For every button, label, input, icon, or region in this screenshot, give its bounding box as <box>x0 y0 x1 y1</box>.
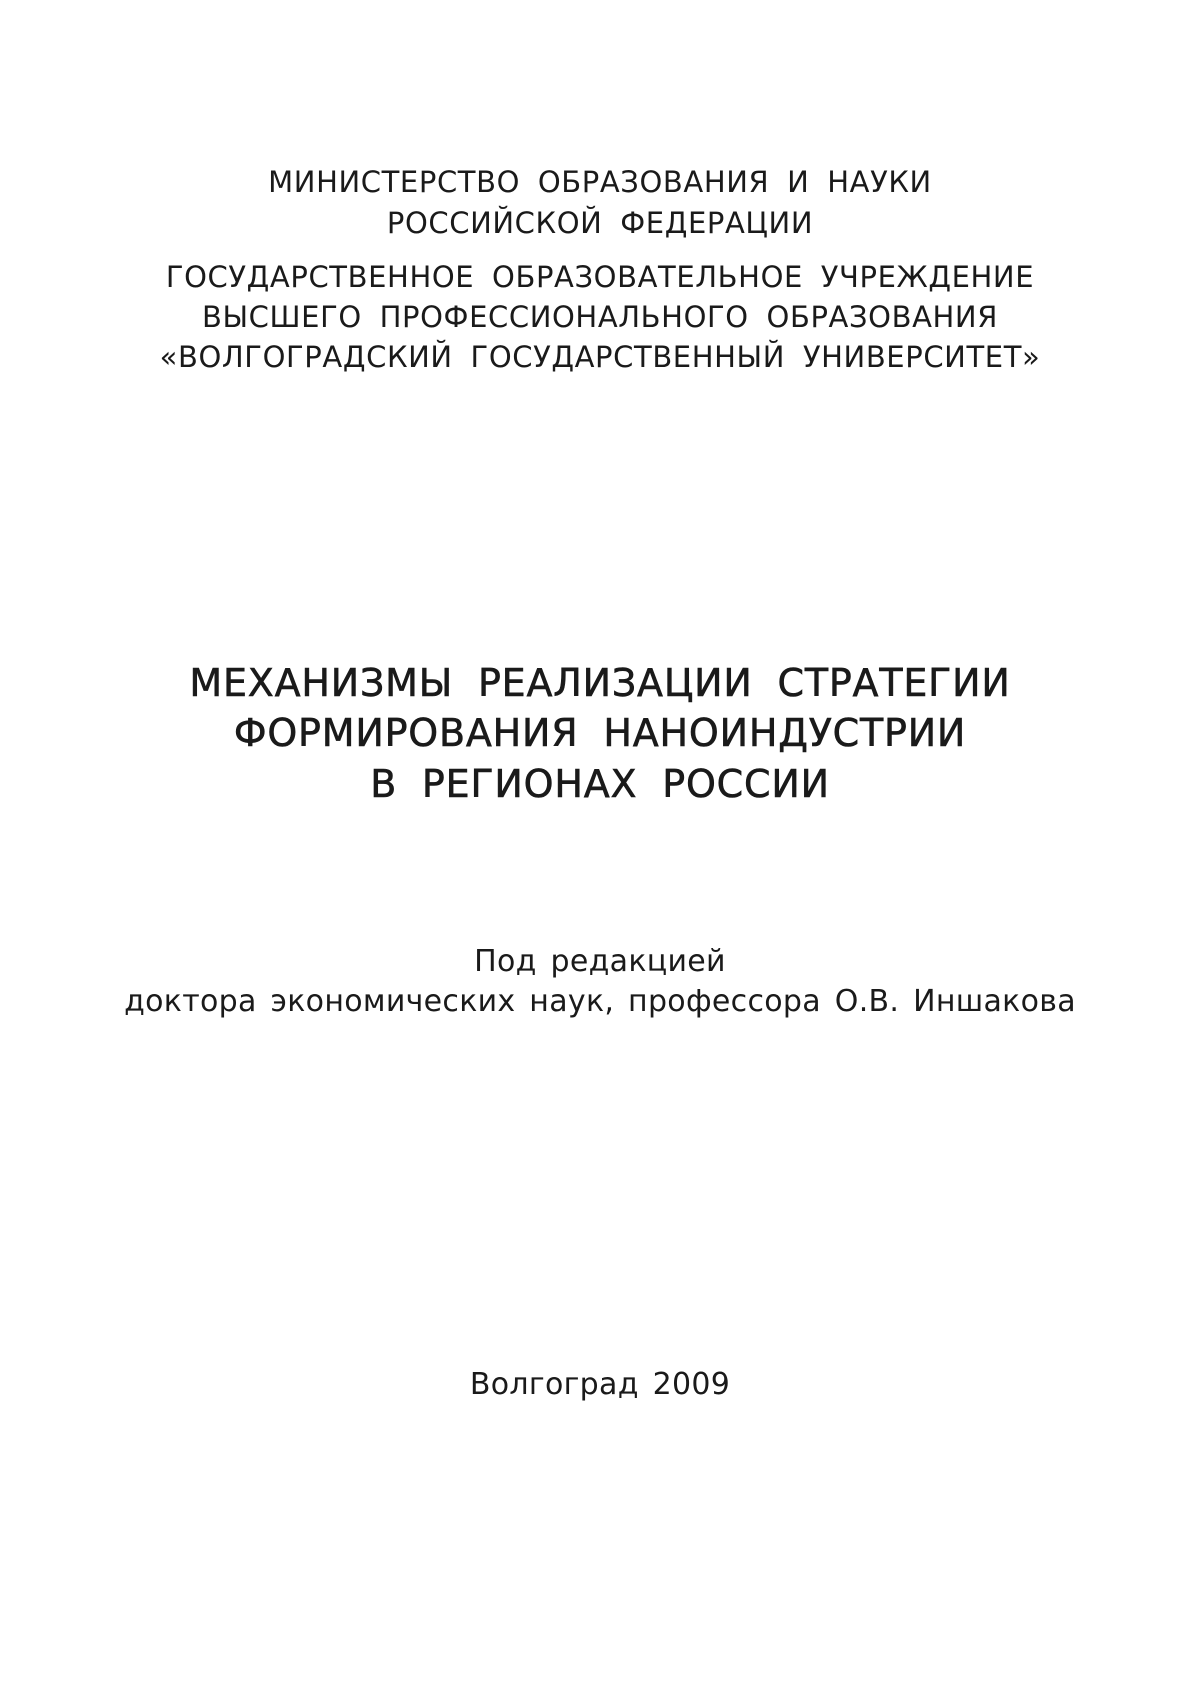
book-title-line-1: МЕХАНИЗМЫ РЕАЛИЗАЦИИ СТРАТЕГИИ <box>189 661 1011 705</box>
book-title-line-3: В РЕГИОНАХ РОССИИ <box>370 762 830 806</box>
editor-line-2: доктора экономических наук, профессора О.В. Иншакова <box>124 984 1076 1019</box>
ministry-line-2: РОССИЙСКОЙ ФЕДЕРАЦИИ <box>386 206 814 240</box>
institution-line-3: «ВОЛГОГРАДСКИЙ ГОСУДАРСТВЕННЫЙ УНИВЕРСИТЕТ» <box>159 340 1041 374</box>
institution-line-2: ВЫСШЕГО ПРОФЕССИОНАЛЬНОГО ОБРАЗОВАНИЯ <box>202 300 998 334</box>
ministry-line-1: МИНИСТЕРСТВО ОБРАЗОВАНИЯ И НАУКИ <box>268 165 932 199</box>
editor-line-1: Под редакцией <box>474 944 726 979</box>
institution-line-1: ГОСУДАРСТВЕННОЕ ОБРАЗОВАТЕЛЬНОЕ УЧРЕЖДЕНИЕ <box>165 260 1035 294</box>
imprint-city-year: Волгоград 2009 <box>469 1367 731 1402</box>
book-title-line-2: ФОРМИРОВАНИЯ НАНОИНДУСТРИИ <box>233 711 967 755</box>
